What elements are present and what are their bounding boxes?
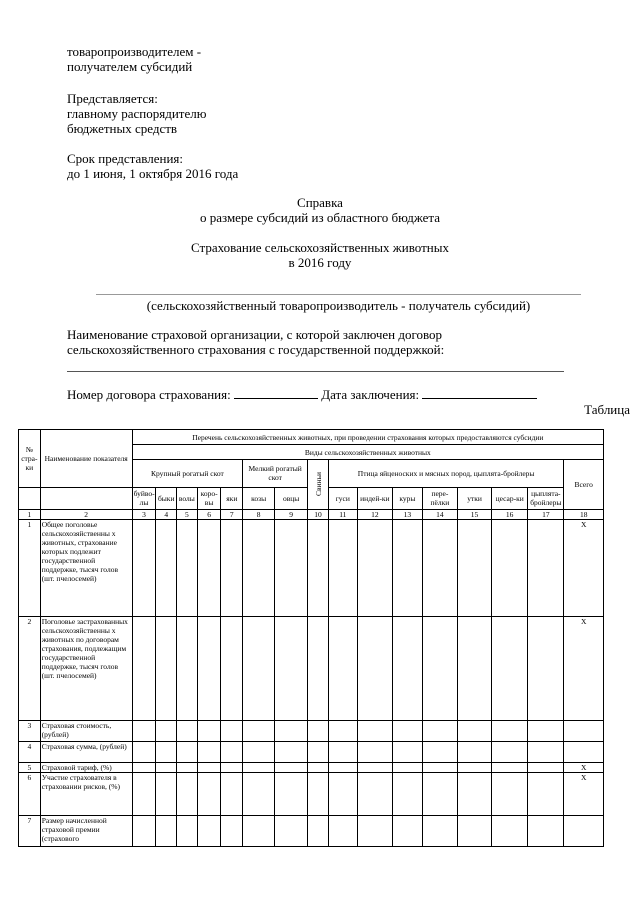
value-cell[interactable] [308,616,329,720]
value-cell[interactable] [357,773,392,815]
value-cell[interactable] [156,773,177,815]
value-cell[interactable] [392,815,422,846]
value-cell[interactable] [308,815,329,846]
animal-bulls: быки [156,487,177,509]
producer-caption: (сельскохозяйственный товаропроизводитель - получатель субсидий) [146,298,531,313]
value-cell[interactable] [275,616,308,720]
value-cell[interactable] [392,616,422,720]
value-cell[interactable] [357,763,392,773]
value-cell[interactable] [221,763,243,773]
doc-year: в 2016 году [288,255,352,270]
header-cattle: Крупный рогатый скот [132,460,243,487]
doc-title: Справка [297,195,343,210]
value-cell[interactable] [156,763,177,773]
contract-date-label: Дата заключения: [321,387,420,402]
value-cell[interactable] [132,616,156,720]
value-cell[interactable] [422,519,457,616]
animal-oxen: волы [177,487,198,509]
animal-turkeys: индей-ки [357,487,392,509]
table-row [19,763,604,773]
row-indicator: Размер начисленной страховой премии (страхового [40,815,132,846]
value-cell[interactable] [422,720,457,741]
value-cell[interactable] [132,815,156,846]
value-cell[interactable] [528,815,564,846]
column-number: 11 [328,509,357,519]
column-number: 8 [243,509,275,519]
value-cell[interactable] [197,720,221,741]
value-cell[interactable] [197,773,221,815]
insurer-name-line [67,371,564,372]
value-cell[interactable] [275,741,308,762]
value-cell[interactable] [457,616,491,720]
value-cell[interactable] [492,720,528,741]
header-small-ruminants: Мелкий рогатый скот [243,460,308,487]
value-cell[interactable] [328,519,357,616]
value-cell[interactable] [357,720,392,741]
insurer-label-2: сельскохозяйственного страхования с государственной поддержкой: [67,342,445,357]
total-cell: X [564,616,604,720]
value-cell[interactable] [492,763,528,773]
column-number: 4 [156,509,177,519]
table-body [19,519,604,846]
value-cell[interactable] [392,763,422,773]
table-row [19,815,604,846]
submitted-to-line: Представляется: [67,91,158,106]
value-cell[interactable] [492,815,528,846]
column-number: 9 [275,509,308,519]
value-cell[interactable] [221,741,243,762]
insurer-label-1: Наименование страховой организации, с которой заключен договор [67,327,443,342]
total-cell: X [564,519,604,616]
value-cell[interactable] [275,773,308,815]
row-indicator: Страховой тариф, (%) [40,763,132,773]
header-animal-kinds: Виды сельскохозяйственных животных [132,445,603,460]
value-cell[interactable] [243,720,275,741]
animal-yaks: яки [221,487,243,509]
value-cell[interactable] [275,519,308,616]
value-cell[interactable] [275,815,308,846]
producer-name-line [96,294,581,295]
value-cell[interactable] [328,741,357,762]
column-number: 16 [492,509,528,519]
value-cell[interactable] [357,519,392,616]
value-cell[interactable] [243,815,275,846]
value-cell[interactable] [357,616,392,720]
table-row [19,519,604,616]
subsidy-table [18,429,604,847]
value-cell[interactable] [197,763,221,773]
value-cell[interactable] [422,763,457,773]
column-number: 7 [221,509,243,519]
animal-guineafowl: цесар-ки [492,487,528,509]
value-cell[interactable] [457,763,491,773]
value-cell[interactable] [197,519,221,616]
animal-goats: козы [243,487,275,509]
value-cell[interactable] [422,815,457,846]
value-cell[interactable] [177,616,198,720]
animal-broilers: цыплята-бройлеры [528,487,564,509]
animal-sheep: овцы [275,487,308,509]
value-cell[interactable] [221,773,243,815]
value-cell[interactable] [221,720,243,741]
value-cell[interactable] [177,815,198,846]
value-cell[interactable] [308,741,329,762]
table-label: Таблица [584,402,630,417]
value-cell[interactable] [197,616,221,720]
submitted-to-line: главному распорядителю [67,106,207,121]
value-cell[interactable] [328,763,357,773]
contract-number-label: Номер договора страхования: [67,387,231,402]
value-cell[interactable] [221,519,243,616]
column-number: 12 [357,509,392,519]
table-row [19,741,604,762]
row-indicator: Участие страхователя в страховании рисков, (%) [40,773,132,815]
value-cell[interactable] [492,519,528,616]
doc-topic: Страхование сельскохозяйственных животных [191,240,449,255]
doc-subtitle: о размере субсидий из областного бюджета [199,210,441,225]
column-number: 15 [457,509,491,519]
column-number: 5 [177,509,198,519]
value-cell[interactable] [328,815,357,846]
producer-line: получателем субсидий [67,59,193,74]
table-row [19,720,604,741]
row-indicator: Страховая стоимость, (рублей) [40,720,132,741]
producer-block [67,44,201,74]
deadline-line: Срок представления: [67,151,184,166]
total-cell [564,741,604,762]
value-cell[interactable] [492,773,528,815]
column-number: 10 [308,509,329,519]
header-spacer [19,487,41,509]
row-number: 7 [19,815,41,846]
contract-number-blank [234,387,318,399]
value-cell[interactable] [132,519,156,616]
value-cell[interactable] [328,616,357,720]
value-cell[interactable] [422,616,457,720]
header-animal-list: Перечень сельскохозяйственных животных, при проведении страхования которых предоставляются субсидии [132,430,603,445]
value-cell[interactable] [132,773,156,815]
row-number: 6 [19,773,41,815]
value-cell[interactable] [528,616,564,720]
value-cell[interactable] [457,815,491,846]
row-number: 3 [19,720,41,741]
value-cell[interactable] [132,763,156,773]
value-cell[interactable] [156,741,177,762]
value-cell[interactable] [528,720,564,741]
value-cell[interactable] [308,763,329,773]
value-cell[interactable] [357,741,392,762]
producer-line: товаропроизводителем - [67,44,202,59]
value-cell[interactable] [422,773,457,815]
value-cell[interactable] [243,741,275,762]
deadline-line: до 1 июня, 1 октября 2016 года [67,166,239,181]
value-cell[interactable] [457,720,491,741]
animal-chickens: куры [392,487,422,509]
value-cell[interactable] [177,741,198,762]
value-cell[interactable] [132,741,156,762]
value-cell[interactable] [308,773,329,815]
total-cell: X [564,773,604,815]
value-cell[interactable] [457,519,491,616]
column-number: 18 [564,509,604,519]
value-cell[interactable] [177,519,198,616]
value-cell[interactable] [308,720,329,741]
value-cell[interactable] [243,763,275,773]
value-cell[interactable] [422,741,457,762]
deadline-block [67,151,238,181]
column-number: 2 [40,509,132,519]
column-number: 17 [528,509,564,519]
row-indicator: Общее поголовье сельскохозяйственны х животных, страхование которых подлежит государственной поддержке, тысяч голов (шт. пчелосемей) [40,519,132,616]
value-cell[interactable] [156,616,177,720]
value-cell[interactable] [156,519,177,616]
contract-line [67,387,537,402]
value-cell[interactable] [156,815,177,846]
total-cell: X [564,763,604,773]
row-indicator: Страховая сумма, (рублей) [40,741,132,762]
value-cell[interactable] [328,720,357,741]
header-total: Всего [564,460,604,509]
row-indicator: Поголовье застрахованных сельскохозяйственны х животных по договорам страхования, подлежащим государственной поддержке, тысяч голов (шт. пчелосемей) [40,616,132,720]
submitted-to-block [67,91,206,136]
total-cell [564,815,604,846]
value-cell[interactable] [156,720,177,741]
animal-ducks: утки [457,487,491,509]
animal-cows: коро-вы [197,487,221,509]
header-spacer [40,487,132,509]
value-cell[interactable] [308,519,329,616]
value-cell[interactable] [392,773,422,815]
submitted-to-line: бюджетных средств [67,121,178,136]
animal-buffalo: буйво-лы [132,487,156,509]
value-cell[interactable] [492,741,528,762]
value-cell[interactable] [392,741,422,762]
value-cell[interactable] [492,616,528,720]
value-cell[interactable] [457,773,491,815]
value-cell[interactable] [177,763,198,773]
column-numbers-row [19,509,604,519]
value-cell[interactable] [177,773,198,815]
column-number: 3 [132,509,156,519]
table-row [19,616,604,720]
animal-geese: гуси [328,487,357,509]
header-pigs: Свиньи [308,460,329,509]
total-cell [564,720,604,741]
value-cell[interactable] [197,741,221,762]
column-number: 14 [422,509,457,519]
value-cell[interactable] [275,763,308,773]
value-cell[interactable] [275,720,308,741]
contract-date-blank [422,387,537,399]
value-cell[interactable] [392,519,422,616]
column-number: 13 [392,509,422,519]
value-cell[interactable] [197,815,221,846]
value-cell[interactable] [392,720,422,741]
value-cell[interactable] [221,815,243,846]
value-cell[interactable] [528,773,564,815]
value-cell[interactable] [243,519,275,616]
value-cell[interactable] [457,741,491,762]
row-number: 4 [19,741,41,762]
row-number: 1 [19,519,41,616]
row-number: 5 [19,763,41,773]
value-cell[interactable] [328,773,357,815]
row-number: 2 [19,616,41,720]
header-indicator: Наименование показателя [40,430,132,488]
animal-quails: пере-пёлки [422,487,457,509]
value-cell[interactable] [528,519,564,616]
table-row [19,773,604,815]
value-cell[interactable] [177,720,198,741]
column-number: 1 [19,509,41,519]
value-cell[interactable] [221,616,243,720]
header-poultry: Птица яйценоских и мясных пород, цыплята-бройлеры [328,460,564,487]
value-cell[interactable] [243,773,275,815]
value-cell[interactable] [357,815,392,846]
value-cell[interactable] [528,741,564,762]
value-cell[interactable] [132,720,156,741]
header-row-no: № стра-ки [19,430,41,488]
column-number: 6 [197,509,221,519]
value-cell[interactable] [528,763,564,773]
value-cell[interactable] [243,616,275,720]
